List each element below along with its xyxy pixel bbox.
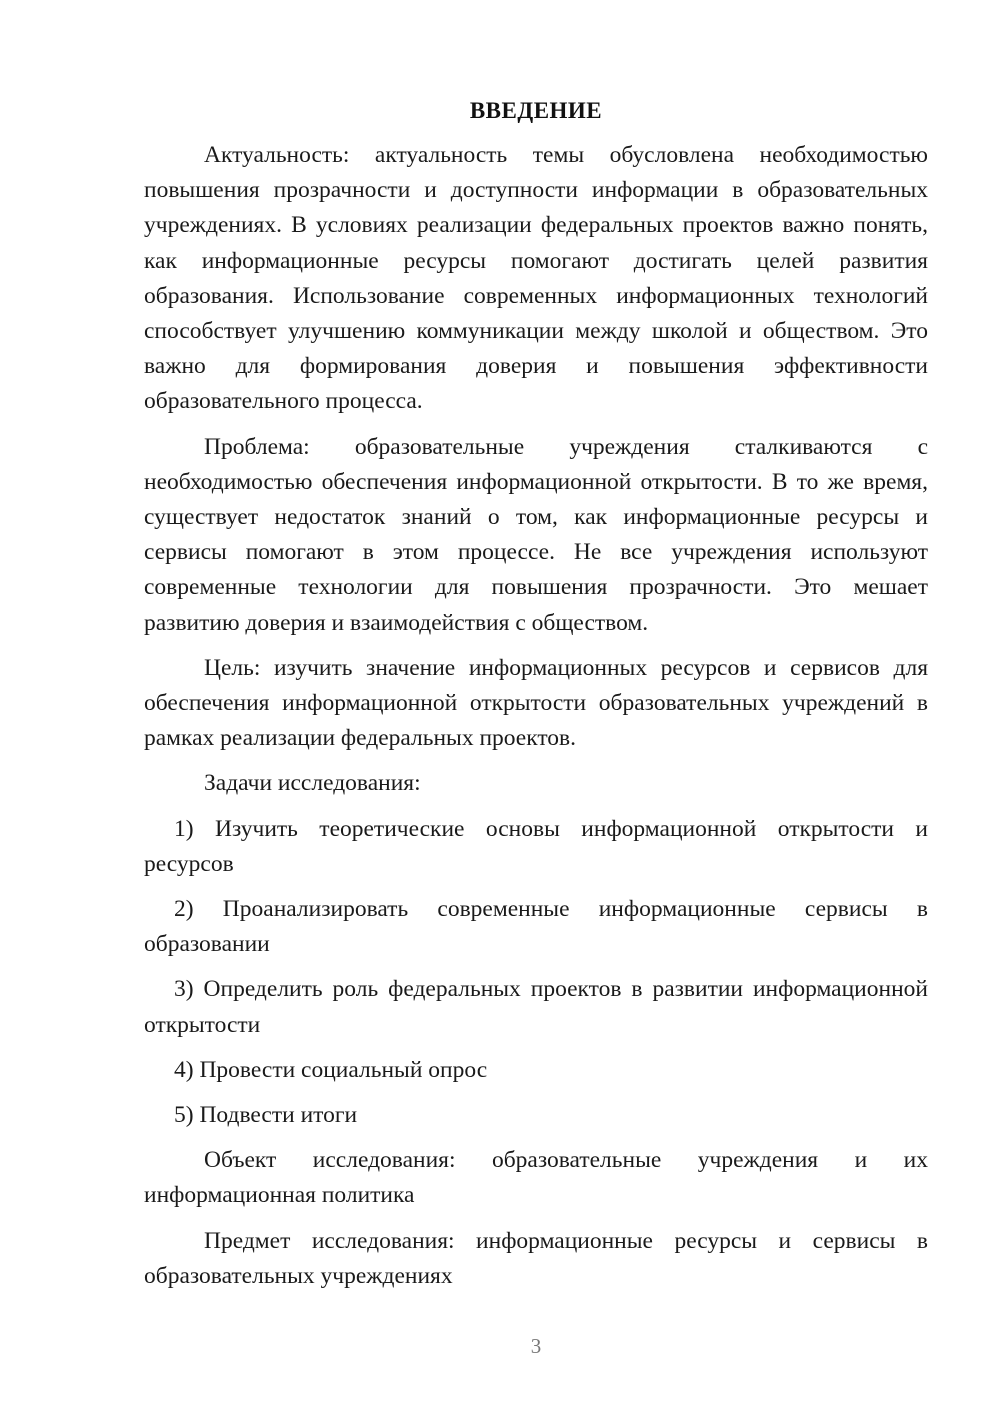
task-item: 2) Проанализировать современные информационные сервисы в образовании xyxy=(144,896,928,958)
relevance-paragraph: Актуальность: актуальность темы обусловлена необходимостью повышения прозрачности и доступности информации в образовательных учреждениях. В условиях реализации федеральных проектов важно понять, как информационные ресурсы помогают достигать целей развития образования. Использование современных информационных технологий способствует улучшению коммуникации между школой и обществом. Это важно для формирования доверия и повышения эффективности образовательного процесса. xyxy=(144,142,928,415)
page-content xyxy=(144,96,928,1304)
section-heading: ВВЕДЕНИЕ xyxy=(469,98,603,123)
research-subject-paragraph: Предмет исследования: информационные ресурсы и сервисы в образовательных учреждениях xyxy=(144,1227,928,1289)
task-item: 1) Изучить теоретические основы информационной открытости и ресурсов xyxy=(144,815,928,877)
goal-paragraph: Цель: изучить значение информационных ресурсов и сервисов для обеспечения информационной открытости образовательных учреждений в рамках реализации федеральных проектов. xyxy=(144,654,928,752)
task-item: 3) Определить роль федеральных проектов в развитии информационной открытости xyxy=(144,976,928,1038)
task-item: 4) Провести социальный опрос xyxy=(174,1056,488,1083)
research-object-paragraph: Объект исследования: образовательные учреждения и их информационная политика xyxy=(144,1147,928,1209)
page-number: 3 xyxy=(530,1334,542,1358)
tasks-heading: Задачи исследования: xyxy=(204,770,421,797)
problem-paragraph: Проблема: образовательные учреждения сталкиваются с необходимостью обеспечения информационной открытости. В то же время, существует недостаток знаний о том, как информационные ресурсы и сервисы помогают в этом процессе. Не все учреждения используют современные технологии для повышения прозрачности. Это мешает развитию доверия и взаимодействия с обществом. xyxy=(144,433,928,636)
task-item: 5) Подвести итоги xyxy=(174,1102,358,1129)
